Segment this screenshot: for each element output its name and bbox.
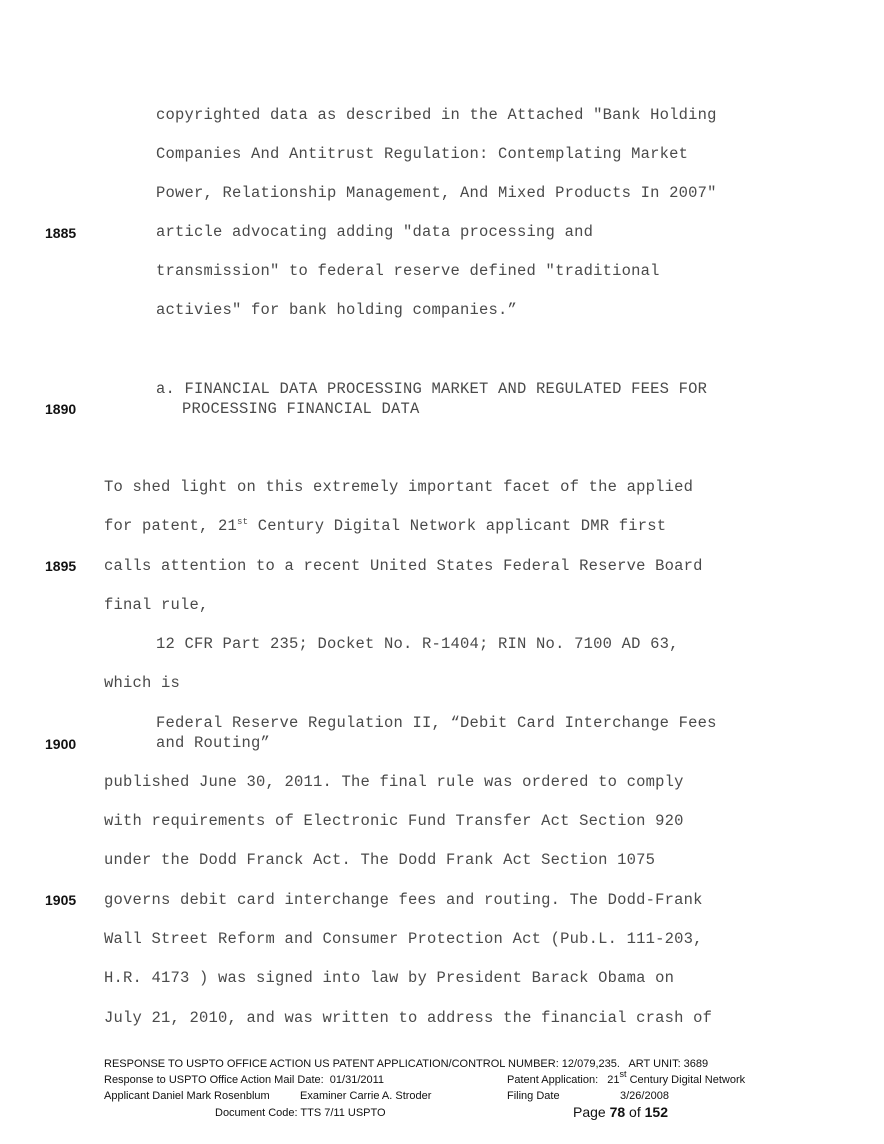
body-line: transmission" to federal reserve defined "traditional [156,262,660,280]
body-line: under the Dodd Franck Act. The Dodd Frank Act Section 1075 [104,851,656,869]
body-line: article advocating adding "data processing and [156,223,594,241]
body-line: Power, Relationship Management, And Mixed Products In 2007" [156,184,717,202]
body-line: with requirements of Electronic Fund Transfer Act Section 920 [104,812,684,830]
body-line: which is [104,674,181,692]
body-line: To shed light on this extremely important facet of the applied [104,478,694,496]
line-number: 1885 [45,225,77,241]
section-heading: PROCESSING FINANCIAL DATA [182,400,420,418]
footer-applicant: Applicant Daniel Mark Rosenblum [104,1090,270,1102]
footer-filing-date: 3/26/2008 [620,1090,669,1102]
line-number: 1900 [45,736,77,752]
line-number: 1890 [45,401,77,417]
footer-document-code: Document Code: TTS 7/11 USPTO [215,1107,386,1119]
body-line: final rule, [104,596,209,614]
body-line: activies" for bank holding companies.” [156,301,518,319]
line-number: 1905 [45,892,77,908]
body-line: published June 30, 2011. The final rule was ordered to comply [104,773,684,791]
citation-line: Federal Reserve Regulation II, “Debit Card Interchange Fees [156,714,717,732]
body-line: Companies And Antitrust Regulation: Contemplating Market [156,145,689,163]
body-line: for patent, 21st Century Digital Network applicant DMR first [104,517,667,535]
body-line: H.R. 4173 ) was signed into law by President Barack Obama on [104,969,675,987]
line-number: 1895 [45,558,77,574]
footer-line: RESPONSE TO USPTO OFFICE ACTION US PATENT APPLICATION/CONTROL NUMBER: 12/079,235. ART UNIT: 3689 [104,1058,709,1070]
body-line: calls attention to a recent United States Federal Reserve Board [104,557,703,575]
citation-line: 12 CFR Part 235; Docket No. R-1404; RIN No. 7100 AD 63, [156,635,679,653]
footer-patent-application: Patent Application: 21st Century Digital Network [507,1069,746,1086]
footer-mail-date: Response to USPTO Office Action Mail Date: 01/31/2011 [104,1074,385,1086]
footer-filing-label: Filing Date [507,1090,560,1102]
citation-line: and Routing” [156,734,271,752]
page-number: Page 78 of 152 [573,1104,668,1120]
body-line: copyrighted data as described in the Attached "Bank Holding [156,106,717,124]
footer-examiner: Examiner Carrie A. Stroder [300,1090,432,1102]
body-line: governs debit card interchange fees and routing. The Dodd-Frank [104,891,703,909]
body-line: Wall Street Reform and Consumer Protection Act (Pub.L. 111-203, [104,930,703,948]
body-line: July 21, 2010, and was written to address the financial crash of [104,1009,713,1027]
section-heading: a. FINANCIAL DATA PROCESSING MARKET AND REGULATED FEES FOR [156,380,708,398]
